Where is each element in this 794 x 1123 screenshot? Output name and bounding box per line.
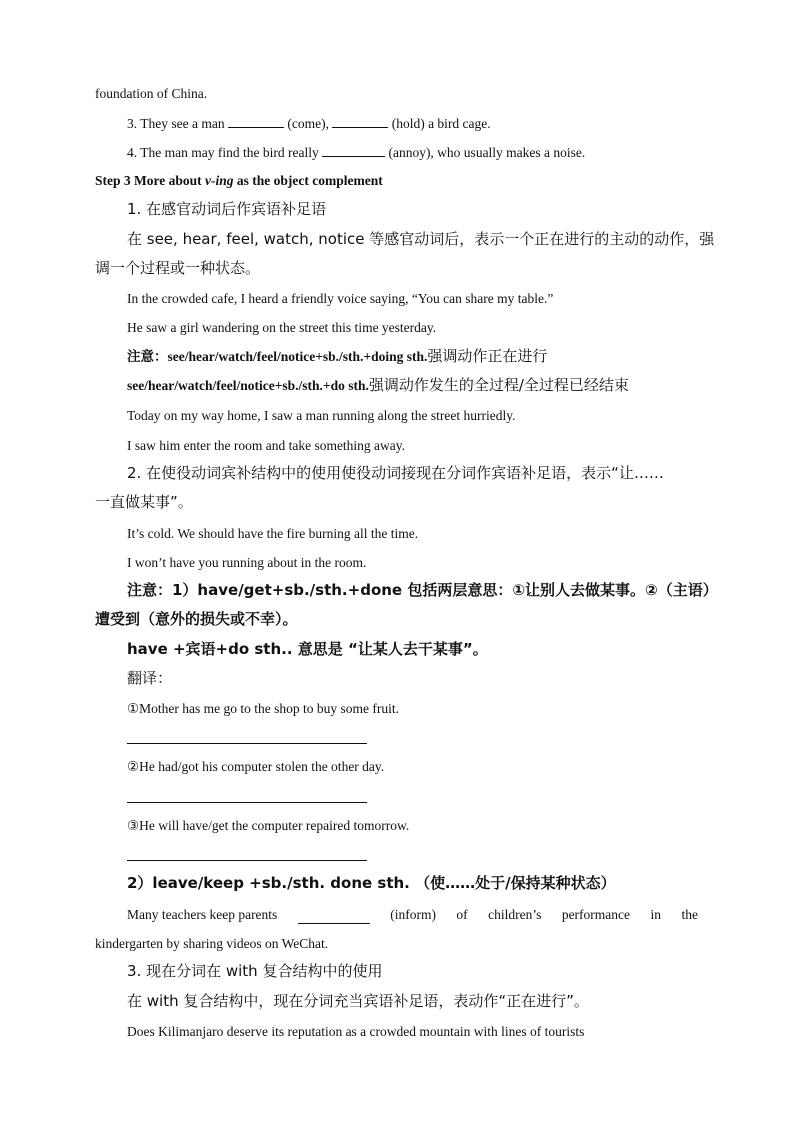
text-span: Many teachers keep parents bbox=[127, 907, 278, 922]
label: 翻译： bbox=[127, 669, 173, 687]
text-span: Step 3 More about bbox=[95, 173, 205, 188]
text-span: 3. They see a man bbox=[127, 116, 228, 131]
note-line: have +宾语+do sth.. 意思是 “让某人去干某事”。 bbox=[127, 640, 488, 658]
paragraph-line: 调一个过程或一种状态。 bbox=[95, 259, 261, 277]
text-span: see/hear/watch/feel/notice+sb./sth.+do sth. bbox=[127, 378, 369, 393]
translation-item: ①Mother has me go to the shop to buy some fruit. bbox=[127, 701, 399, 716]
text-span: children’s bbox=[488, 907, 542, 922]
example-sentence: He saw a girl wandering on the street this time yesterday. bbox=[127, 320, 437, 335]
text-span: of bbox=[456, 907, 468, 922]
note-line bbox=[127, 375, 629, 395]
subheading: 2. 在使役动词宾补结构中的使用使役动词接现在分词作宾语补足语，表示“让…… bbox=[127, 464, 664, 482]
note-line: 2）leave/keep +sb./sth. done sth. （使……处于/保持某种状态） bbox=[127, 874, 616, 892]
exercise-3 bbox=[127, 114, 491, 133]
text-span: 4. The man may find the bird really bbox=[127, 145, 323, 160]
text-span: (annoy), who usually makes a noise. bbox=[385, 145, 586, 160]
text-span: v-ing bbox=[205, 173, 234, 188]
text-span: 注意：see/hear/watch/feel/notice+sb./sth.+doing sth. bbox=[127, 349, 428, 364]
text-span: 强调动作正在进行 bbox=[427, 347, 548, 365]
text-span: (inform) bbox=[390, 907, 436, 922]
text-span: performance bbox=[561, 907, 631, 922]
exercise-4 bbox=[127, 143, 585, 162]
example-sentence: In the crowded cafe, I heard a friendly voice saying, “You can share my table.” bbox=[127, 291, 554, 306]
exercise-sentence: kindergarten by sharing videos on WeChat. bbox=[95, 936, 329, 951]
translation-item: ③He will have/get the computer repaired tomorrow. bbox=[127, 818, 410, 833]
subheading: 3. 现在分词在 with 复合结构中的使用 bbox=[127, 962, 383, 980]
translation-item: ②He had/got his computer stolen the other day. bbox=[127, 759, 385, 774]
paragraph-line: 在 see, hear, feel, watch, notice 等感官动词后，表示一个正在进行的主动的动作，强 bbox=[127, 230, 715, 248]
answer-blank[interactable] bbox=[298, 910, 370, 924]
example-sentence: It’s cold. We should have the fire burning all the time. bbox=[127, 526, 419, 541]
answer-blank[interactable] bbox=[332, 114, 388, 128]
note-line: 注意：1）have/get+sb./sth.+done 包括两层意思：①让别人去做某事。②（主语） bbox=[127, 581, 718, 599]
text-line: foundation of China. bbox=[95, 86, 208, 101]
answer-line[interactable] bbox=[127, 802, 367, 803]
subheading: 1. 在感官动词后作宾语补足语 bbox=[127, 200, 327, 218]
note-line: 遭受到（意外的损失或不幸）。 bbox=[95, 610, 298, 628]
answer-blank[interactable] bbox=[228, 114, 284, 128]
text-span: 强调动作发生的全过程/全过程已经结束 bbox=[368, 376, 629, 394]
exercise-sentence bbox=[127, 906, 698, 924]
note-line bbox=[127, 346, 547, 366]
text-span: in bbox=[650, 907, 661, 922]
text-span: (come), bbox=[283, 116, 333, 131]
text-span: the bbox=[681, 907, 698, 922]
paragraph-line: 在 with 复合结构中，现在分词充当宾语补足语，表动作“正在进行”。 bbox=[127, 992, 589, 1010]
example-sentence: I saw him enter the room and take something away. bbox=[127, 438, 406, 453]
answer-line[interactable] bbox=[127, 743, 367, 744]
section-heading bbox=[95, 172, 383, 190]
text-span: (hold) a bird cage. bbox=[388, 116, 491, 131]
answer-blank[interactable] bbox=[322, 143, 385, 157]
text-span: as the object complement bbox=[233, 173, 383, 188]
subheading: 一直做某事”。 bbox=[95, 493, 193, 511]
example-sentence: I won’t have you running about in the room. bbox=[127, 555, 367, 570]
answer-line[interactable] bbox=[127, 860, 367, 861]
example-sentence: Does Kilimanjaro deserve its reputation as a crowded mountain with lines of tourists bbox=[127, 1024, 585, 1039]
example-sentence: Today on my way home, I saw a man running along the street hurriedly. bbox=[127, 408, 516, 423]
